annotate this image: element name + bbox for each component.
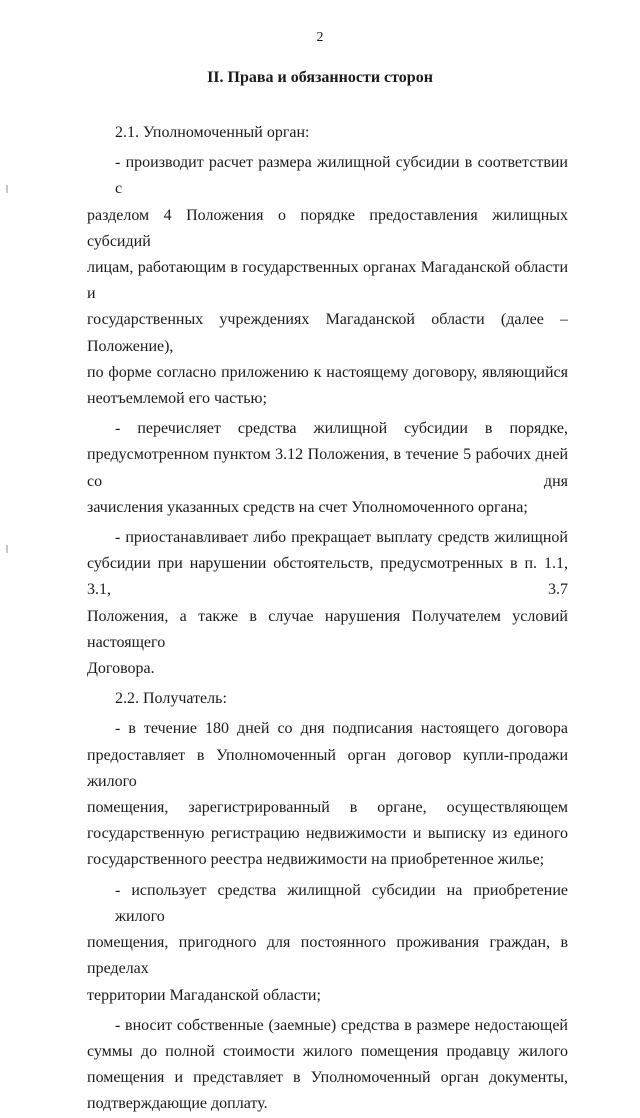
text-line: зачисления указанных средств на счет Уполномоченного органа; bbox=[87, 498, 528, 516]
text-line: по форме согласно приложению к настоящему договору, являющийся bbox=[87, 363, 568, 381]
text-line: - производит расчет размера жилищной субсидии в соответствии с bbox=[115, 154, 568, 198]
clause-2-1-heading: 2.1. Уполномоченный орган: bbox=[115, 124, 310, 141]
text-line: подтверждающие доплату. bbox=[87, 1095, 268, 1113]
text-line: помещения и представляет в Уполномоченный орган документы, bbox=[87, 1069, 568, 1087]
text-line: государственных учреждениях Магаданской области (далее – Положение), bbox=[87, 311, 568, 355]
text-line: государственную регистрацию недвижимости и выписку из единого bbox=[87, 825, 568, 843]
text-line: предусмотренном пунктом 3.12 Положения, в течение 5 рабочих дней со дня bbox=[87, 446, 568, 490]
text-line: - перечисляет средства жилищной субсидии в порядке, bbox=[115, 420, 568, 438]
text-line: помещения, зарегистрированный в органе, осуществляющем bbox=[87, 799, 568, 817]
text-line: неотъемлемой его частью; bbox=[87, 390, 267, 408]
text-line: субсидии при нарушении обстоятельств, предусмотренных в п. 1.1, 3.1, 3.7 bbox=[87, 555, 568, 599]
text-line: Положения, а также в случае нарушения Получателем условий настоящего bbox=[87, 607, 568, 651]
text-line: предоставляет в Уполномоченный орган договор купли-продажи жилого bbox=[87, 746, 568, 790]
text-line: - использует средства жилищной субсидии на приобретение жилого bbox=[115, 881, 568, 925]
text-line: суммы до полной стоимости жилого помещения продавцу жилого bbox=[87, 1042, 568, 1060]
clause-2-2-heading: 2.2. Получатель: bbox=[115, 690, 227, 708]
text-line: разделом 4 Положения о порядке предоставления жилищных субсидий bbox=[87, 206, 568, 250]
text-line: - вносит собственные (заемные) средства в размере недостающей bbox=[115, 1016, 568, 1034]
scan-margin-mark bbox=[6, 185, 8, 193]
scan-margin-mark bbox=[6, 545, 8, 553]
text-line: Договора. bbox=[87, 660, 155, 678]
section-title: II. Права и обязанности сторон bbox=[207, 69, 433, 86]
text-line: помещения, пригодного для постоянного проживания граждан, в пределах bbox=[87, 934, 568, 978]
text-line: - приостанавливает либо прекращает выплату средств жилищной bbox=[115, 529, 568, 547]
text-line: - в течение 180 дней со дня подписания настоящего договора bbox=[115, 720, 568, 738]
text-line: государственного реестра недвижимости на приобретенное жилье; bbox=[87, 851, 545, 869]
text-line: территории Магаданской области; bbox=[87, 986, 321, 1004]
document-body bbox=[87, 120, 568, 1118]
text-line: лицам, работающим в государственных органах Магаданской области и bbox=[87, 259, 568, 303]
page-number: 2 bbox=[316, 30, 324, 45]
